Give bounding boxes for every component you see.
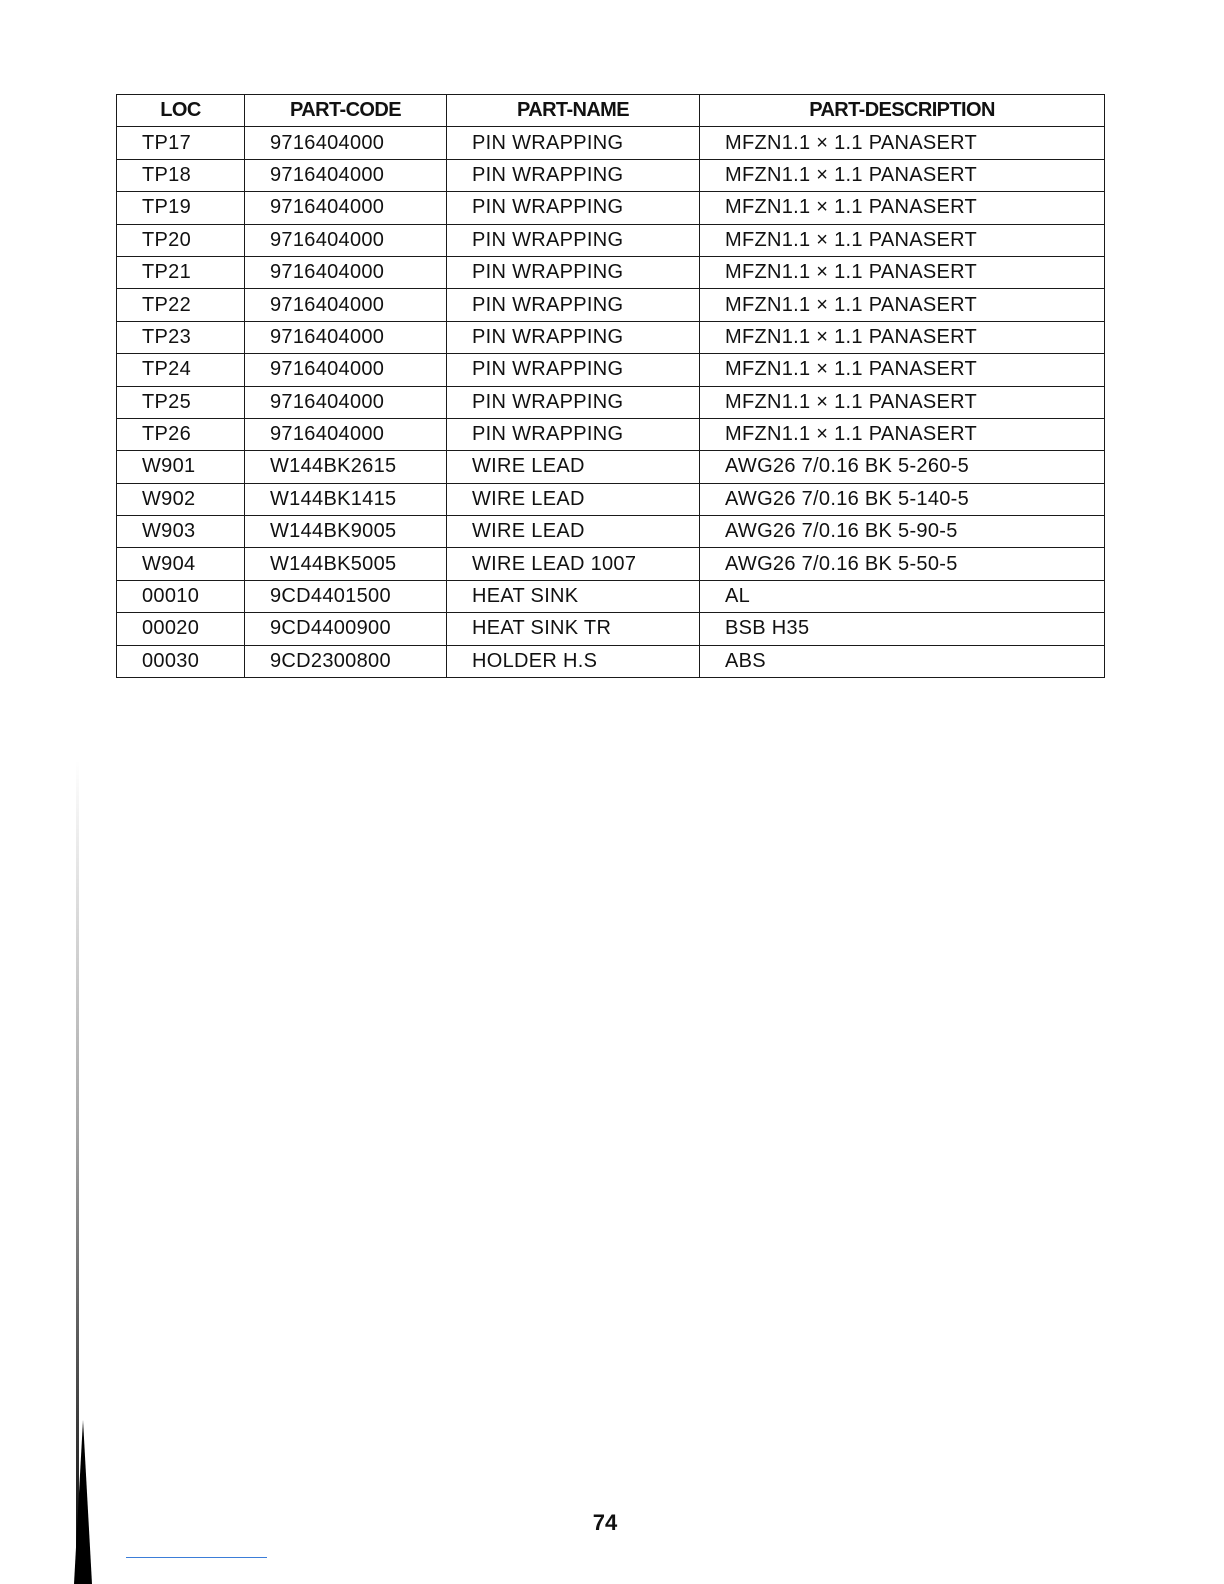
cell-loc: TP21 — [117, 256, 245, 288]
table-row — [117, 580, 1105, 612]
table-body — [117, 127, 1105, 678]
cell-part-code: 9716404000 — [245, 354, 447, 386]
cell-part-description: MFZN1.1 × 1.1 PANASERT — [700, 289, 1105, 321]
cell-loc: TP22 — [117, 289, 245, 321]
cell-loc: TP20 — [117, 224, 245, 256]
cell-part-code: 9716404000 — [245, 418, 447, 450]
table-row — [117, 483, 1105, 515]
cell-loc: W904 — [117, 548, 245, 580]
cell-part-name: HOLDER H.S — [447, 645, 700, 677]
header-loc: LOC — [117, 95, 245, 127]
table-row — [117, 645, 1105, 677]
table-row — [117, 516, 1105, 548]
cell-loc: W903 — [117, 516, 245, 548]
table-row — [117, 354, 1105, 386]
header-part-description: PART-DESCRIPTION — [700, 95, 1105, 127]
cell-part-name: PIN WRAPPING — [447, 289, 700, 321]
cell-part-description: AWG26 7/0.16 BK 5-50-5 — [700, 548, 1105, 580]
cell-part-code: 9716404000 — [245, 159, 447, 191]
parts-list-table — [116, 94, 1105, 678]
cell-part-description: BSB H35 — [700, 613, 1105, 645]
cell-part-name: PIN WRAPPING — [447, 321, 700, 353]
cell-part-code: W144BK9005 — [245, 516, 447, 548]
cell-part-description: ABS — [700, 645, 1105, 677]
cell-part-name: PIN WRAPPING — [447, 159, 700, 191]
table-row — [117, 418, 1105, 450]
table-row — [117, 613, 1105, 645]
cell-part-description: MFZN1.1 × 1.1 PANASERT — [700, 159, 1105, 191]
cell-part-code: 9716404000 — [245, 224, 447, 256]
table-row — [117, 321, 1105, 353]
table-row — [117, 159, 1105, 191]
cell-loc: TP19 — [117, 192, 245, 224]
cell-part-description: AWG26 7/0.16 BK 5-90-5 — [700, 516, 1105, 548]
cell-part-name: PIN WRAPPING — [447, 127, 700, 159]
table-header-row — [117, 95, 1105, 127]
cell-loc: W901 — [117, 451, 245, 483]
table-row — [117, 192, 1105, 224]
cell-part-code: W144BK2615 — [245, 451, 447, 483]
page-number: 74 — [592, 1510, 618, 1535]
cell-part-name: PIN WRAPPING — [447, 354, 700, 386]
cell-part-name: PIN WRAPPING — [447, 418, 700, 450]
header-part-name: PART-NAME — [447, 95, 700, 127]
cell-part-code: 9CD4401500 — [245, 580, 447, 612]
cell-part-code: 9CD4400900 — [245, 613, 447, 645]
cell-part-description: AWG26 7/0.16 BK 5-140-5 — [700, 483, 1105, 515]
cell-part-name: WIRE LEAD — [447, 451, 700, 483]
cell-part-code: 9716404000 — [245, 256, 447, 288]
cell-part-description: MFZN1.1 × 1.1 PANASERT — [700, 354, 1105, 386]
cell-part-description: AWG26 7/0.16 BK 5-260-5 — [700, 451, 1105, 483]
cell-loc: TP25 — [117, 386, 245, 418]
cell-loc: TP23 — [117, 321, 245, 353]
table-row — [117, 548, 1105, 580]
binding-edge-dark — [74, 1420, 92, 1584]
table-row — [117, 289, 1105, 321]
cell-part-name: PIN WRAPPING — [447, 386, 700, 418]
cell-loc: TP24 — [117, 354, 245, 386]
cell-part-description: MFZN1.1 × 1.1 PANASERT — [700, 321, 1105, 353]
cell-part-code: 9CD2300800 — [245, 645, 447, 677]
table-row — [117, 256, 1105, 288]
cell-part-code: W144BK5005 — [245, 548, 447, 580]
cell-part-name: WIRE LEAD — [447, 483, 700, 515]
cell-part-description: AL — [700, 580, 1105, 612]
cell-part-description: MFZN1.1 × 1.1 PANASERT — [700, 127, 1105, 159]
table-row — [117, 224, 1105, 256]
cell-part-code: 9716404000 — [245, 289, 447, 321]
cell-part-name: PIN WRAPPING — [447, 256, 700, 288]
cell-part-description: MFZN1.1 × 1.1 PANASERT — [700, 418, 1105, 450]
cell-part-description: MFZN1.1 × 1.1 PANASERT — [700, 256, 1105, 288]
cell-part-description: MFZN1.1 × 1.1 PANASERT — [700, 386, 1105, 418]
table-row — [117, 451, 1105, 483]
cell-loc: W902 — [117, 483, 245, 515]
cell-part-name: WIRE LEAD 1007 — [447, 548, 700, 580]
header-part-code: PART-CODE — [245, 95, 447, 127]
cell-loc: TP17 — [117, 127, 245, 159]
footer-rule — [126, 1557, 267, 1558]
cell-part-code: 9716404000 — [245, 321, 447, 353]
cell-loc: 00010 — [117, 580, 245, 612]
table-row — [117, 127, 1105, 159]
cell-part-code: 9716404000 — [245, 386, 447, 418]
cell-part-code: 9716404000 — [245, 192, 447, 224]
cell-part-name: PIN WRAPPING — [447, 224, 700, 256]
cell-loc: TP18 — [117, 159, 245, 191]
cell-loc: 00030 — [117, 645, 245, 677]
cell-part-code: W144BK1415 — [245, 483, 447, 515]
table-row — [117, 386, 1105, 418]
cell-part-description: MFZN1.1 × 1.1 PANASERT — [700, 224, 1105, 256]
cell-part-description: MFZN1.1 × 1.1 PANASERT — [700, 192, 1105, 224]
cell-loc: TP26 — [117, 418, 245, 450]
cell-loc: 00020 — [117, 613, 245, 645]
cell-part-name: WIRE LEAD — [447, 516, 700, 548]
cell-part-name: HEAT SINK TR — [447, 613, 700, 645]
cell-part-name: HEAT SINK — [447, 580, 700, 612]
cell-part-name: PIN WRAPPING — [447, 192, 700, 224]
cell-part-code: 9716404000 — [245, 127, 447, 159]
